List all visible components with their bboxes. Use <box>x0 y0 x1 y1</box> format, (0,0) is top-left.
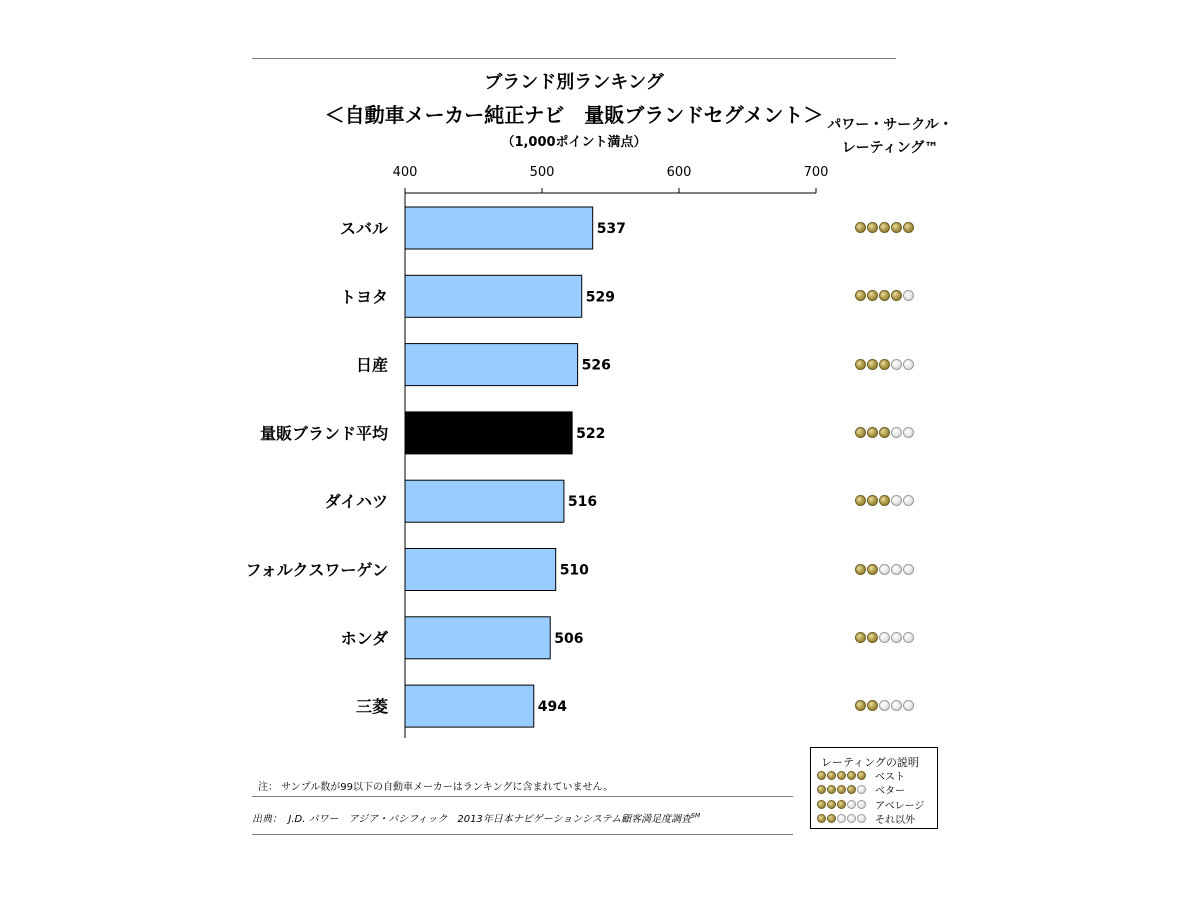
empty-circle-icon <box>891 359 902 370</box>
x-tick-label: 700 <box>803 165 829 180</box>
bottom-rule <box>252 834 793 835</box>
empty-circle-icon <box>903 700 914 711</box>
rating-legend <box>810 747 938 829</box>
filled-circle-icon <box>817 771 826 780</box>
chart-subtitle: ＜自動車メーカー純正ナビ 量販ブランドセグメント＞ <box>324 103 824 127</box>
empty-circle-icon <box>891 632 902 643</box>
empty-circle-icon <box>857 800 866 809</box>
filled-circle-icon <box>867 495 878 506</box>
filled-circle-icon <box>867 222 878 233</box>
filled-circle-icon <box>879 290 890 301</box>
filled-circle-icon <box>817 785 826 794</box>
bar <box>405 480 564 522</box>
empty-circle-icon <box>857 814 866 823</box>
filled-circle-icon <box>855 359 866 370</box>
filled-circle-icon <box>817 814 826 823</box>
legend-item <box>817 783 905 797</box>
filled-circle-icon <box>879 427 890 438</box>
empty-circle-icon <box>891 495 902 506</box>
category-label: トヨタ <box>339 287 388 307</box>
data-label: 526 <box>581 357 611 374</box>
filled-circle-icon <box>879 222 890 233</box>
bar <box>405 412 572 454</box>
source-line <box>252 810 700 825</box>
filled-circle-icon <box>847 771 856 780</box>
empty-circle-icon <box>837 814 846 823</box>
filled-circle-icon <box>867 632 878 643</box>
empty-circle-icon <box>879 564 890 575</box>
data-label: 522 <box>576 425 606 442</box>
legend-label: アベレージ <box>875 800 925 812</box>
filled-circle-icon <box>855 632 866 643</box>
filled-circle-icon <box>891 290 902 301</box>
filled-circle-icon <box>827 785 836 794</box>
filled-circle-icon <box>879 495 890 506</box>
empty-circle-icon <box>903 427 914 438</box>
filled-circle-icon <box>847 785 856 794</box>
legend-title: レーティングの説明 <box>821 756 919 769</box>
data-label: 529 <box>585 289 615 306</box>
category-label: スバル <box>339 219 388 238</box>
rating-dots <box>855 359 915 370</box>
filled-circle-icon <box>855 700 866 711</box>
empty-circle-icon <box>879 700 890 711</box>
filled-circle-icon <box>891 222 902 233</box>
filled-circle-icon <box>867 427 878 438</box>
bar <box>405 685 534 727</box>
category-label: 量販ブランド平均 <box>259 423 388 443</box>
legend-item <box>817 768 905 782</box>
data-label: 516 <box>567 494 598 511</box>
empty-circle-icon <box>847 800 856 809</box>
bar <box>405 344 578 386</box>
filled-circle-icon <box>855 222 866 233</box>
empty-circle-icon <box>903 495 914 506</box>
source-label: 出典： <box>252 814 282 825</box>
bar <box>405 275 582 317</box>
filled-circle-icon <box>827 800 836 809</box>
x-tick-label: 600 <box>666 165 692 180</box>
bar <box>405 549 556 591</box>
rating-dots <box>855 290 915 301</box>
data-label: 494 <box>537 699 568 716</box>
bar <box>405 207 593 249</box>
filled-circle-icon <box>867 359 878 370</box>
source-text: J.D. パワー アジア・パシフィック 2013年日本ナビゲーションシステム顧客満足度調査 <box>288 814 692 825</box>
filled-circle-icon <box>827 814 836 823</box>
legend-label: ベター <box>875 786 905 797</box>
rating-dots <box>855 700 915 711</box>
rating-header-line2: レーティング™ <box>841 140 939 156</box>
empty-circle-icon <box>903 290 914 301</box>
category-label: 日産 <box>355 355 388 375</box>
filled-circle-icon <box>855 427 866 438</box>
empty-circle-icon <box>891 700 902 711</box>
data-label: 537 <box>596 221 626 237</box>
rating-dots <box>855 495 915 506</box>
rating-header-line1: パワー・サークル・ <box>827 117 953 133</box>
empty-circle-icon <box>903 359 914 370</box>
rating-dots <box>855 222 915 233</box>
service-mark: SM <box>691 812 701 820</box>
chart-title: ブランド別ランキング <box>484 72 664 93</box>
filled-circle-icon <box>855 290 866 301</box>
data-label: 510 <box>559 562 589 579</box>
footnote: 注： サンプル数が99以下の自動車メーカーはランキングに含まれていません。 <box>258 782 614 793</box>
legend-item <box>817 812 915 826</box>
filled-circle-icon <box>857 771 866 780</box>
legend-item <box>817 797 924 811</box>
rating-dots <box>855 564 915 575</box>
filled-circle-icon <box>867 564 878 575</box>
empty-circle-icon <box>857 785 866 794</box>
x-tick-label: 500 <box>529 165 555 180</box>
category-label: フォルクスワーゲン <box>245 560 388 580</box>
data-label: 506 <box>554 630 584 647</box>
unit-note: （1,000ポイント満点） <box>501 135 647 150</box>
rating-dots <box>855 427 915 438</box>
empty-circle-icon <box>903 632 914 643</box>
empty-circle-icon <box>891 564 902 575</box>
filled-circle-icon <box>837 771 846 780</box>
footnote-rule <box>252 796 793 797</box>
empty-circle-icon <box>847 814 856 823</box>
x-tick-label: 400 <box>392 165 418 180</box>
filled-circle-icon <box>867 700 878 711</box>
category-label: 三菱 <box>355 697 388 717</box>
empty-circle-icon <box>903 564 914 575</box>
legend-label: それ以外 <box>875 815 915 826</box>
legend-label: ベスト <box>875 771 905 783</box>
category-label: ダイハツ <box>324 492 388 512</box>
filled-circle-icon <box>827 771 836 780</box>
filled-circle-icon <box>817 800 826 809</box>
filled-circle-icon <box>867 290 878 301</box>
bar <box>405 617 550 659</box>
filled-circle-icon <box>837 785 846 794</box>
filled-circle-icon <box>855 564 866 575</box>
filled-circle-icon <box>903 222 914 233</box>
empty-circle-icon <box>891 427 902 438</box>
filled-circle-icon <box>879 359 890 370</box>
filled-circle-icon <box>837 800 846 809</box>
category-label: ホンダ <box>340 628 388 648</box>
empty-circle-icon <box>879 632 890 643</box>
filled-circle-icon <box>855 495 866 506</box>
rating-dots <box>855 632 915 643</box>
